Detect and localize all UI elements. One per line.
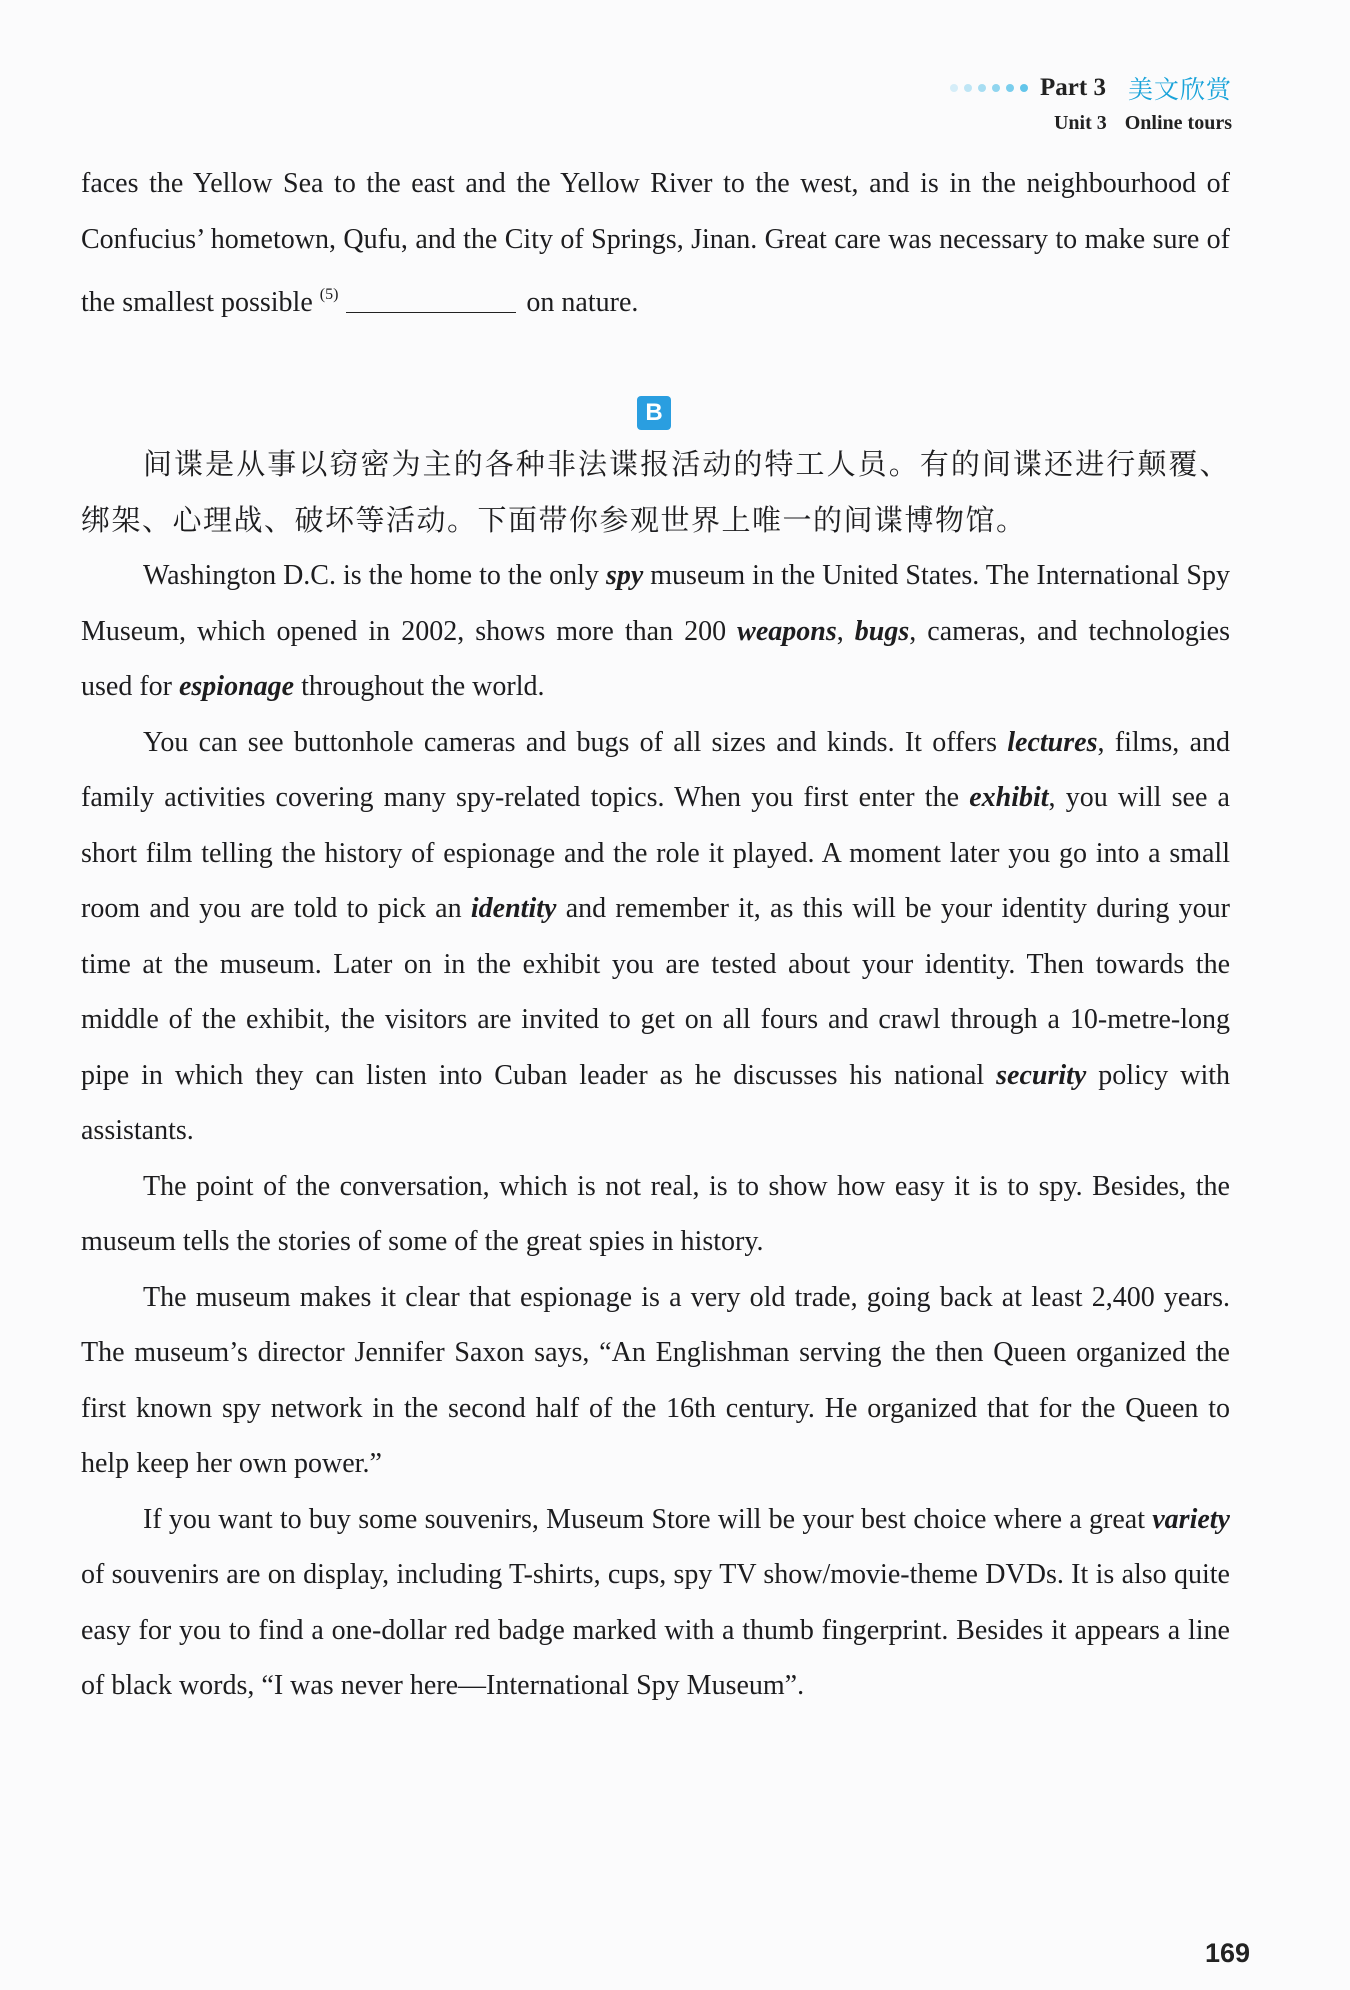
- page-header: [950, 70, 1232, 135]
- blank-number: (5): [319, 286, 339, 303]
- article: [81, 436, 1230, 1714]
- top-paragraph-end: on nature.: [526, 287, 639, 318]
- paragraph-text: You can see buttonhole cameras and bugs of all sizes and kinds. It offers: [143, 726, 1008, 758]
- page-number: 169: [1204, 1938, 1250, 1968]
- paragraph-text: and remember it, as this will be your identity during your time at the museum. Later on in the exhibit you are tested about your identity. Then towards the middle of the exhibit, the visitors are invited to get on all fours and crawl through a 10-metre-long pipe in which they can listen into Cuban leader as he discusses his national: [81, 893, 1230, 1091]
- paragraph-text: museum in the United States. The International Spy Museum, which opened in 2002, shows more than 200: [81, 560, 1230, 647]
- dot-icon: [1020, 84, 1028, 92]
- paragraph-text: of souvenirs are on display, including T-shirts, cups, spy TV show/movie-theme DVDs. It is also quite easy for you to find a one-dollar red badge marked with a thumb fingerprint. Besides it appears a line of black words, “I was never here—International Spy Museum”.: [81, 1559, 1230, 1701]
- keyword: identity: [470, 893, 557, 924]
- keyword: bugs: [854, 615, 910, 647]
- keyword: weapons: [737, 615, 837, 647]
- paragraph-text: Washington D.C. is the home to the only: [143, 560, 606, 591]
- keyword: variety: [1152, 1503, 1230, 1535]
- decorative-dots: [950, 84, 1028, 92]
- article-paragraph-3: The point of the conversation, which is not real, is to show how easy it is to spy. Besides, the museum tells the stories of some of the great spies in history.: [81, 1170, 1230, 1257]
- article-paragraph-4: The museum makes it clear that espionage is a very old trade, going back at least 2,400 years. The museum’s director Jennifer Saxon says, “An Englishman serving the then Queen organized the first known spy network in the second half of the 16th century. He organized that for the Queen to help keep her own power.”: [81, 1281, 1230, 1479]
- top-paragraph-text: faces the Yellow Sea to the east and the Yellow River to the west, and is in the neighbourhood of Confucius’ hometown, Qufu, and the City of Springs, Jinan. Great care was necessary to make sure of the smallest possible: [81, 168, 1230, 318]
- keyword: security: [996, 1059, 1087, 1091]
- paragraph-text: throughout the world.: [294, 671, 545, 702]
- unit-label: Unit 3: [1053, 112, 1107, 134]
- paragraph-text: , cameras, and technologies used for: [81, 615, 1230, 702]
- paragraph-text: ,: [836, 615, 855, 647]
- paragraph-text: If you want to buy some souvenirs, Museum Store will be your best choice where a great: [143, 1503, 1153, 1535]
- section-badge: B: [637, 396, 671, 430]
- fill-in-blank[interactable]: [346, 288, 516, 313]
- top-paragraph: [81, 156, 1230, 331]
- article-paragraph-1: [81, 548, 1230, 715]
- unit-title: Online tours: [1124, 112, 1232, 134]
- keyword: spy: [605, 560, 644, 591]
- paragraph-text: , films, and family activities covering many spy-related topics. When you first enter the: [81, 726, 1230, 813]
- keyword: exhibit: [969, 782, 1049, 813]
- dot-icon: [992, 84, 1000, 92]
- part-label: Part 3: [1040, 74, 1106, 101]
- dot-icon: [978, 84, 986, 92]
- paragraph-text: , you will see a short film telling the history of espionage and the role it played. A moment later you go into a small room and you are told to pick an: [81, 782, 1230, 924]
- dot-icon: [1006, 84, 1014, 92]
- article-paragraph-2: [81, 715, 1230, 1159]
- keyword: lectures: [1007, 726, 1098, 758]
- article-paragraph-5: [81, 1492, 1230, 1714]
- paragraph-text: policy with assistants.: [81, 1059, 1230, 1146]
- dot-icon: [964, 84, 972, 92]
- part-title-cn: 美文欣赏: [1127, 75, 1232, 104]
- keyword: espionage: [178, 671, 295, 702]
- intro-chinese: 间谍是从事以窃密为主的各种非法谍报活动的特工人员。有的间谍还进行颠覆、绑架、心理战、破坏等活动。下面带你参观世界上唯一的间谍博物馆。: [81, 447, 1230, 537]
- dot-icon: [950, 84, 958, 92]
